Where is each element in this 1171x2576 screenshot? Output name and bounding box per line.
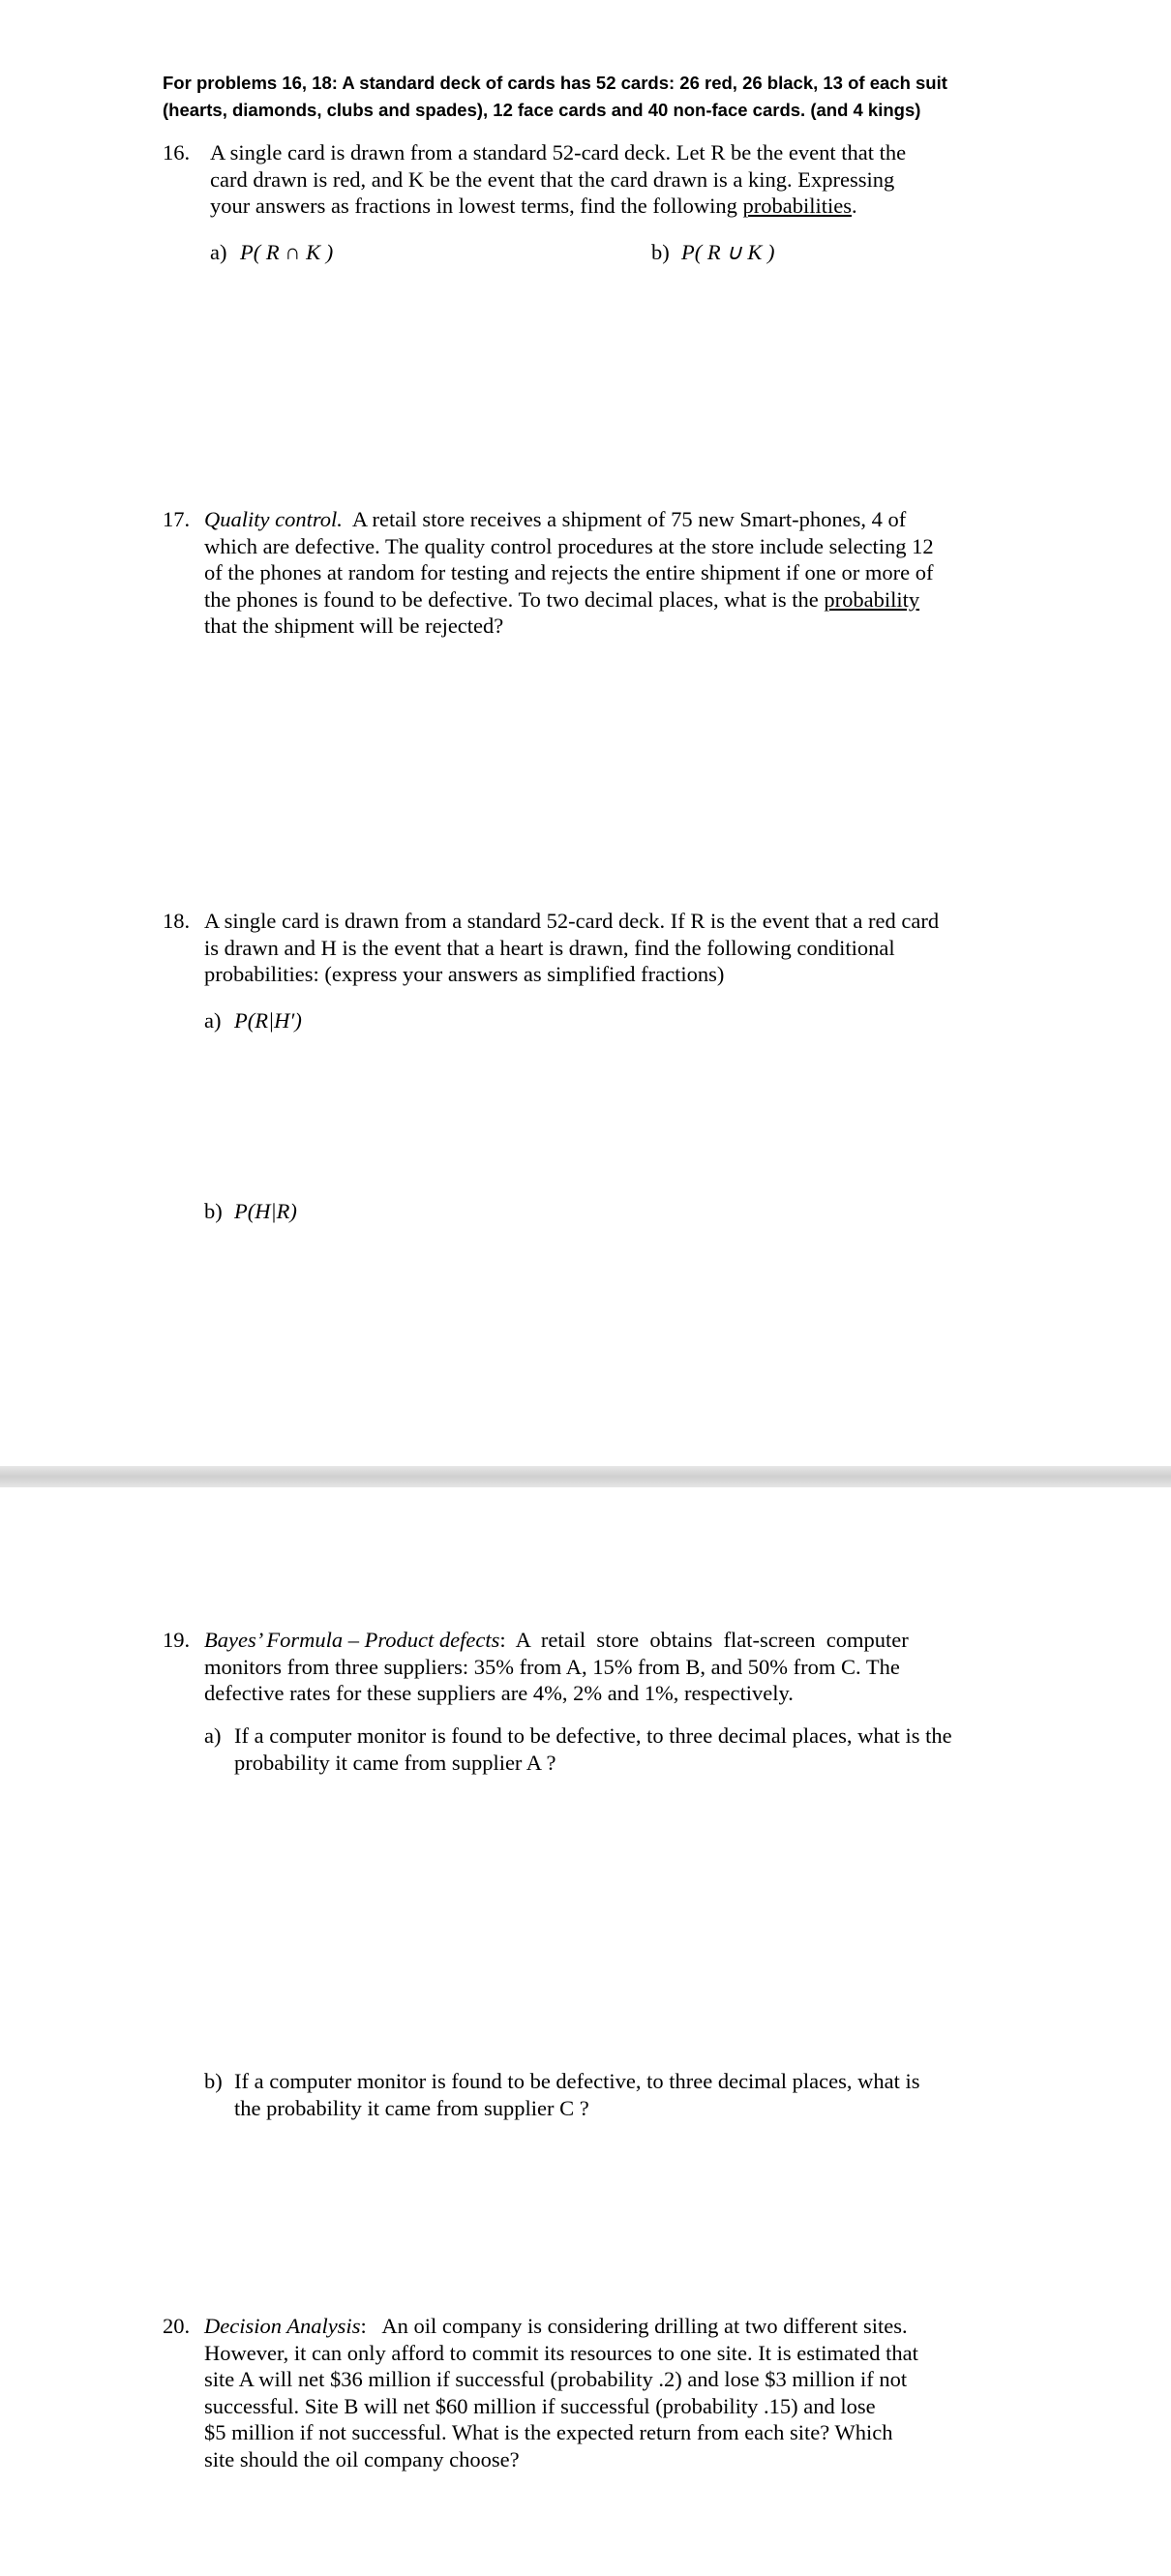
part-label: a) bbox=[210, 240, 227, 264]
problem-text bbox=[210, 139, 906, 220]
problem-17 bbox=[163, 506, 1034, 642]
part-text bbox=[234, 2068, 920, 2121]
problem-number: 17. bbox=[163, 507, 191, 531]
text-line: monitors from three suppliers: 35% from A, 15% from B, and 50% from C. The bbox=[204, 1654, 900, 1679]
problem-18 bbox=[163, 908, 1034, 995]
text-line: successful. Site B will net $60 million if successful (probability .15) and lose bbox=[204, 2393, 876, 2418]
problem-20 bbox=[163, 2313, 1034, 2477]
problem-number: 19. bbox=[163, 1628, 191, 1652]
text-line: Decision Analysis: An oil company is considering drilling at two different sites. bbox=[204, 2314, 908, 2338]
header-line-2: (hearts, diamonds, clubs and spades), 12 face cards and 40 non-face cards. (and 4 kings) bbox=[163, 100, 921, 120]
text-line: However, it can only afford to commit its resources to one site. It is estimated that bbox=[204, 2340, 918, 2365]
text-line: that the shipment will be rejected? bbox=[204, 614, 504, 638]
part-label: b) bbox=[651, 240, 670, 264]
problem-19 bbox=[163, 1627, 1034, 1714]
deck-info-header bbox=[163, 70, 1014, 124]
part-label: a) bbox=[204, 1723, 222, 1748]
problem-16 bbox=[163, 139, 1034, 226]
part-label: b) bbox=[204, 2069, 223, 2093]
expression: P(R|H′) bbox=[234, 1008, 302, 1033]
problem-number: 18. bbox=[163, 909, 191, 933]
problem-number: 16. bbox=[163, 140, 191, 165]
text-line: $5 million if not successful. What is the expected return from each site? Which bbox=[204, 2420, 893, 2444]
problem-title: Bayes’ Formula – Product defects bbox=[204, 1628, 500, 1652]
text-line: A single card is drawn from a standard 52-card deck. Let R be the event that the bbox=[210, 140, 907, 165]
problem-text bbox=[204, 506, 934, 640]
text-line: probability it came from supplier A ? bbox=[234, 1750, 556, 1775]
text-line: the probability it came from supplier C ? bbox=[234, 2095, 589, 2120]
header-line-1: For problems 16, 18: A standard deck of cards has 52 cards: 26 red, 26 black, 13 of each suit bbox=[163, 73, 947, 93]
expression: P( R ∩ K ) bbox=[240, 240, 334, 264]
problem-19-part-a bbox=[204, 1722, 1036, 1781]
text-line: which are defective. The quality control procedures at the store include selecting 12 bbox=[204, 533, 934, 558]
text-line: site should the oil company choose? bbox=[204, 2446, 520, 2471]
problem-title: Decision Analysis bbox=[204, 2314, 361, 2338]
text-line: site A will net $36 million if successful (probability .2) and lose $3 million if not bbox=[204, 2367, 908, 2391]
text-line: of the phones at random for testing and rejects the entire shipment if one or more of bbox=[204, 560, 934, 584]
problem-19-part-b bbox=[204, 2068, 1036, 2126]
problem-title: Quality control. bbox=[204, 507, 343, 531]
text-line: If a computer monitor is found to be defective, to three decimal places, what is the bbox=[234, 1723, 952, 1748]
problem-text bbox=[204, 2313, 918, 2472]
part-label: a) bbox=[204, 1008, 222, 1033]
problem-text bbox=[204, 1627, 909, 1707]
text-line: card drawn is red, and K be the event that the card drawn is a king. Expressing bbox=[210, 166, 895, 192]
problem-number: 20. bbox=[163, 2314, 191, 2338]
text-line: your answers as fractions in lowest terms, find the following probabilities. bbox=[210, 194, 857, 218]
expression: P( R ∪ K ) bbox=[681, 240, 775, 264]
text-line: is drawn and H is the event that a heart is drawn, find the following conditional bbox=[204, 935, 895, 960]
problem-text bbox=[204, 908, 939, 988]
part-text bbox=[234, 1722, 952, 1776]
text-line: probabilities: (express your answers as simplified fractions) bbox=[204, 962, 725, 986]
page-separator bbox=[0, 1466, 1171, 1487]
expression: P(H|R) bbox=[234, 1199, 297, 1223]
text-line: A single card is drawn from a standard 52-card deck. If R is the event that a red card bbox=[204, 909, 940, 933]
part-label: b) bbox=[204, 1199, 223, 1223]
text-line: the phones is found to be defective. To two decimal places, what is the probability bbox=[204, 586, 920, 612]
text-line: If a computer monitor is found to be defective, to three decimal places, what is bbox=[234, 2069, 920, 2093]
text-line: defective rates for these suppliers are 4%, 2% and 1%, respectively. bbox=[204, 1681, 794, 1705]
text-line: Bayes’ Formula – Product defects: A retail store obtains flat-screen computer bbox=[204, 1628, 909, 1652]
page-2 bbox=[0, 1487, 1171, 2576]
text-line: Quality control. A retail store receives a shipment of 75 new Smart-phones, 4 of bbox=[204, 507, 907, 531]
